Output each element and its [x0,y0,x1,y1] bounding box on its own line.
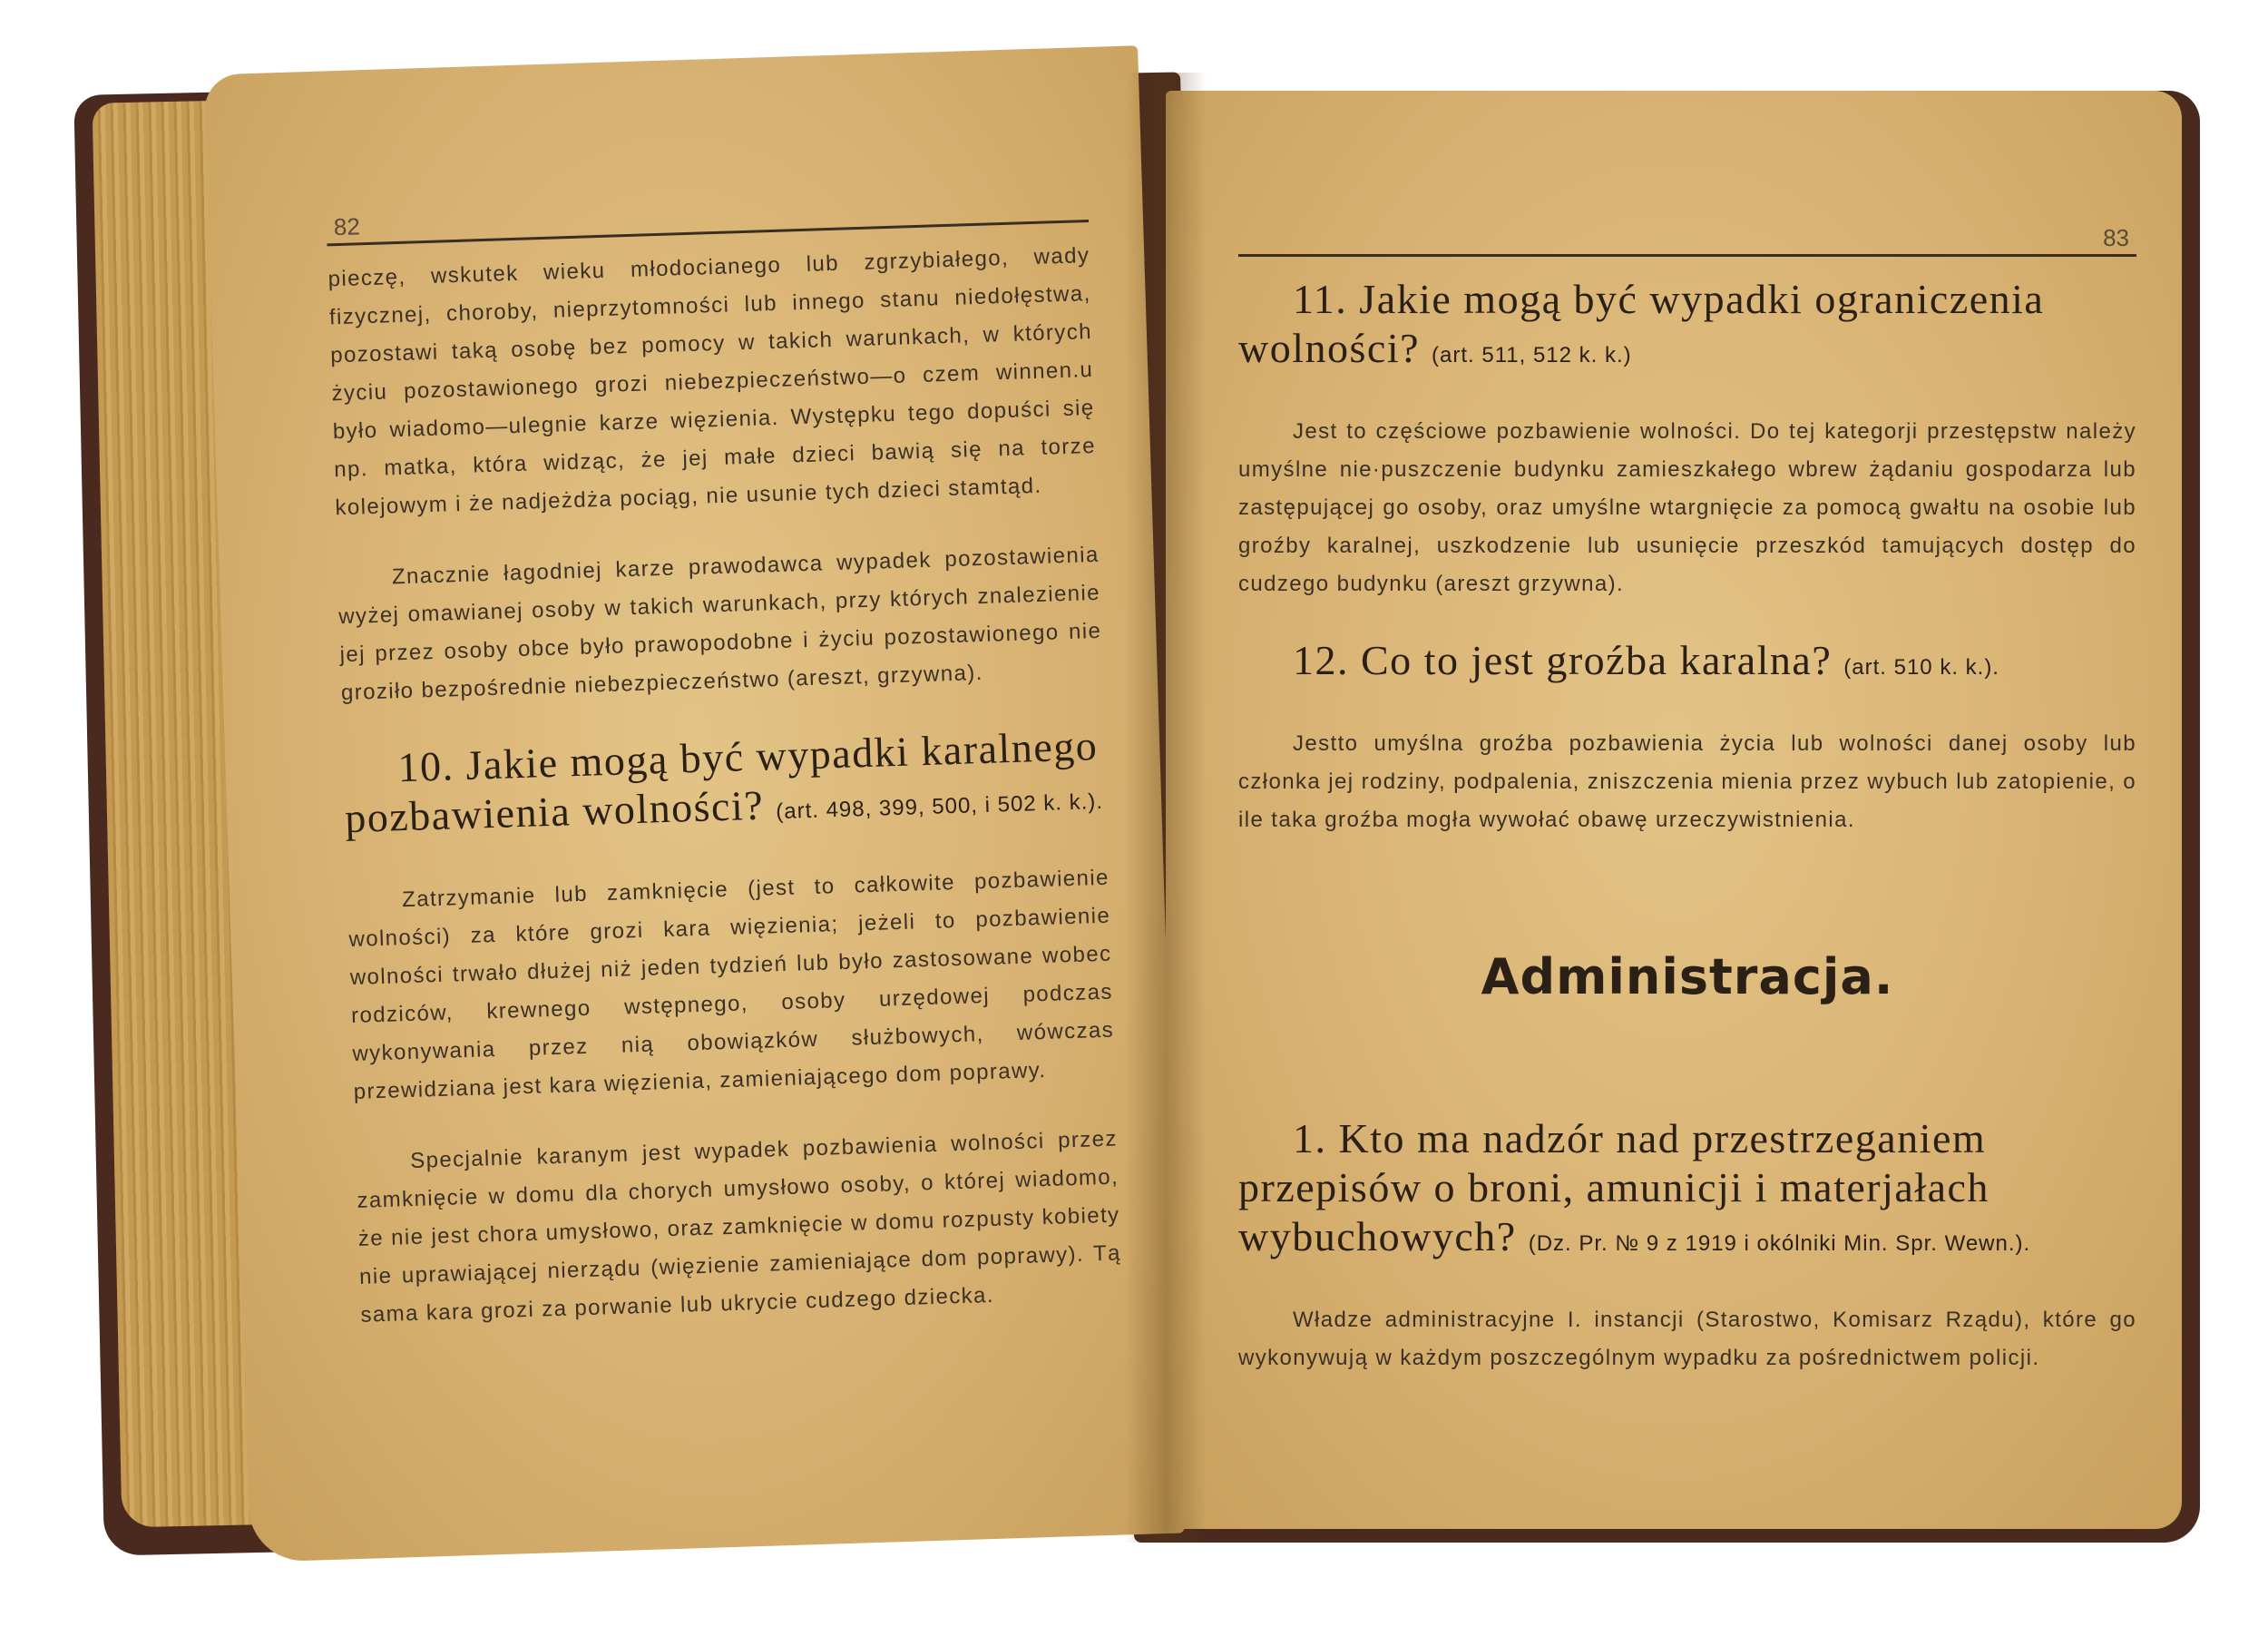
header-rule [326,183,1089,246]
question-heading [1238,636,2136,692]
question-title: 10. Jakie mogą być wypadki karalnego pozbawienia wolności? [344,721,1099,842]
paragraph: Znacznie łagodniej karze prawodawca wypadek pozostawienia wyżej omawianej osoby w takich warunkach, przy których znalezienie jej przez osoby obce było prawopodobne i życiu pozostawionego nie groziło bezpośrednie niebezpieczeństwo (areszt, grzywna). [337,542,1102,706]
paragraph: Zatrzymanie lub zamknięcie (jest to całkowite pozbawienie wolności) za które grozi kara więzienia; jeżeli to pozbawienie wolności trwało dłużej niż jeden tydzień lub było zastosowane wobec rodziców, krewnego wstępnego, osoby urzędowej podczas wykonywania przez nią obowiązków służbowych, wówczas przewidziana jest kara więzienia, zamieniającego dom poprawy. [348,865,1115,1104]
paragraph: Władze administracyjne I. instancji (Starostwo, Komisarz Rządu), które go wykonywują w każdym poszczególnym wypadku za pośrednictwem policji. [1238,1308,2136,1370]
header-rule [1238,218,2136,257]
paragraph: Jest to częściowe pozbawienie wolności. Do tej kategorji przestępstw należy umyślne nie·puszczenie budynku zamieszkałego wbrew żądaniu gospodarza lub zastępującej go osoby, oraz umyślne wtargnięcie za pomocą gwałtu na osobie lub groźby karalnej, uszkodzenie lub usunięcie przeszkód tamujących dostęp do cudzego budynku (areszt grzywna). [1238,419,2136,596]
paragraph: Jestto umyślna groźba pozbawienia życia lub wolności danej osoby lub członka jej rodziny, podpalenia, zniszczenia mienia przez wybuch lub zatopienie, o ile taka groźba mogła wywołać obawę urzeczywistnienia. [1238,731,2136,832]
question-heading [1238,1114,2136,1269]
left-page [203,45,1184,1563]
page-number: 83 [2103,224,2129,251]
paragraph: Specjalnie karanym jest wypadek pozbawienia wolności przez zamknięcie w domu dla chorych umysłowo osoby, o której wiadomo, że nie jest chora umysłowo, oraz zamknięcie w domu rozpusty kobiety nie uprawiającej nierządu (więzienie zamieniające dom poprawy). Tą sama kara grozi za porwanie lub ukrycie cudzego dziecka. [357,1126,1122,1328]
article-reference: (art. 510 k. k.). [1843,655,1999,680]
article-reference: (art. 498, 399, 500, i 502 k. k.). [775,789,1104,825]
section-title: Administracja. [1481,948,1894,1005]
article-reference: (Dz. Pr. № 9 z 1919 i okólniki Min. Spr. Wewn.). [1528,1231,2031,1256]
right-page [1166,91,2182,1529]
question-heading [343,721,1108,850]
page-number: 82 [333,212,361,241]
question-heading [1238,275,2136,380]
question-title: 1. Kto ma nadzór nad przestrzeganiem przepisów o broni, amunicji i materjałach wybuchowych? [1238,1115,1989,1259]
article-reference: (art. 511, 512 k. k.) [1432,343,1632,367]
question-title: 11. Jakie mogą być wypadki ograniczenia wolności? [1238,276,2045,371]
paragraph: pieczę, wskutek wieku młodocianego lub zgrzybiałego, wady fizycznej, choroby, nieprzytomności lub innego stanu niedołęstwa, pozostawi taką osobę bez pomocy w takich warunkach, w których życiu pozostawionego grozi niebezpieczeństwo—o czem winnen.u było wiadomo—ulegnie karze więzienia. Występku tego dopuści się np. matka, która widząc, że jej małe dzieci bawią się na torze kolejowym i że nadjeżdża pociąg, nie usunie tych dzieci stamtąd. [327,243,1097,521]
question-title: 12. Co to jest groźba karalna? [1293,637,1833,683]
